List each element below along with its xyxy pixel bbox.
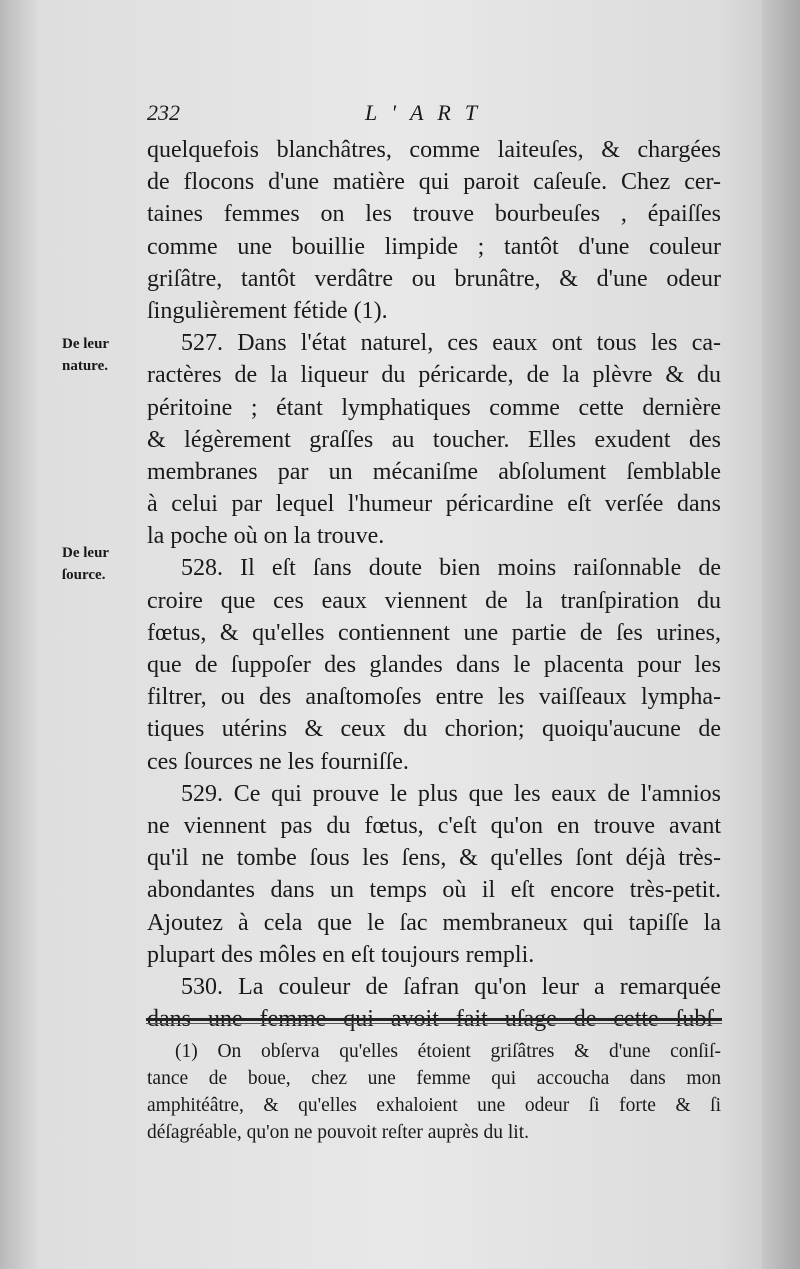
margin-note-line: nature.	[62, 358, 108, 374]
text-line: & légèrement graſſes au toucher. Elles exudent des	[147, 426, 721, 453]
text-line: péritoine ; étant lymphatiques comme cette dernière	[147, 394, 721, 421]
text-line: griſâtre, tantôt verdâtre ou brunâtre, & d'une odeur	[147, 265, 721, 292]
text-line: ces ſources ne les fourniſſe.	[147, 748, 409, 775]
footnote-line: (1) On obſerva qu'elles étoient griſâtres & d'une conſiſ-	[175, 1041, 721, 1062]
text-line: Ajoutez à cela que le ſac membraneux qui tapiſſe la	[147, 909, 721, 936]
text-line: fœtus, & qu'elles contiennent une partie de ſes urines,	[147, 619, 721, 646]
text-line: abondantes dans un temps où il eſt encore très-petit.	[147, 877, 721, 904]
text-line: tiques utérins & ceux du chorion; quoiqu'aucune de	[147, 716, 721, 743]
page-edge-shadow	[762, 0, 800, 1269]
page-header	[147, 100, 719, 130]
footnote-line: tance de boue, chez une femme qui accoucha dans mon	[147, 1068, 721, 1089]
text-line: croire que ces eaux viennent de la tranſpiration du	[147, 587, 721, 614]
text-line: comme une bouillie limpide ; tantôt d'une couleur	[147, 233, 721, 260]
text-line: que de ſuppoſer des glandes dans le placenta pour les	[147, 652, 721, 678]
paragraph-527-start: 527. Dans l'état naturel, ces eaux ont tous les ca-	[181, 330, 721, 357]
body-text	[147, 134, 721, 1035]
footnote-rule	[146, 1018, 722, 1021]
text-line: la poche où on la trouve.	[147, 523, 385, 550]
text-line: quelquefois blanchâtres, comme laiteuſes, & chargées	[147, 137, 721, 163]
paragraph-529-start: 529. Ce qui prouve le plus que les eaux de l'amnios	[181, 780, 721, 807]
footnote-line: déſagréable, qu'on ne pouvoit reſter auprès du lit.	[147, 1122, 530, 1143]
text-line: qu'il ne tombe ſous les ſens, & qu'elles ſont déjà très-	[147, 845, 721, 872]
page-number: 232	[147, 100, 180, 125]
margin-note-line: ſource.	[62, 567, 106, 583]
paragraph-528-start: 528. Il eſt ſans doute bien moins raiſonnable de	[181, 555, 721, 582]
footnote-rule-thin	[146, 1023, 722, 1024]
margin-note-nature	[62, 333, 146, 377]
text-line: de flocons d'une matière qui paroit caſeuſe. Chez cer-	[147, 169, 721, 196]
text-line: taines femmes on les trouve bourbeuſes , épaiſſes	[147, 201, 721, 228]
margin-note-line: De leur	[62, 336, 110, 352]
text-line: ſingulièrement fétide (1).	[147, 297, 388, 324]
paragraph-530-start: 530. La couleur de ſafran qu'on leur a remarquée	[181, 973, 721, 1000]
text-line: filtrer, ou des anaſtomoſes entre les vaiſſeaux lympha-	[147, 684, 721, 711]
running-head: L'ART	[365, 100, 492, 125]
margin-note-source	[62, 542, 146, 586]
text-line: ne viennent pas du fœtus, c'eſt qu'on en trouve avant	[147, 812, 721, 839]
footnote-line: amphitéâtre, & qu'elles exhaloient une odeur ſi forte & ſi	[147, 1095, 721, 1116]
margin-note-line: De leur	[62, 545, 110, 561]
text-line: ractères de la liqueur du péricarde, de la plèvre & du	[147, 362, 721, 389]
text-line: à celui par lequel l'humeur péricardine eſt verſée dans	[147, 491, 721, 518]
text-line: plupart des môles en eſt toujours rempli.	[147, 941, 535, 968]
text-line: membranes par un mécaniſme abſolument ſemblable	[147, 458, 721, 485]
footnote	[147, 1038, 721, 1146]
